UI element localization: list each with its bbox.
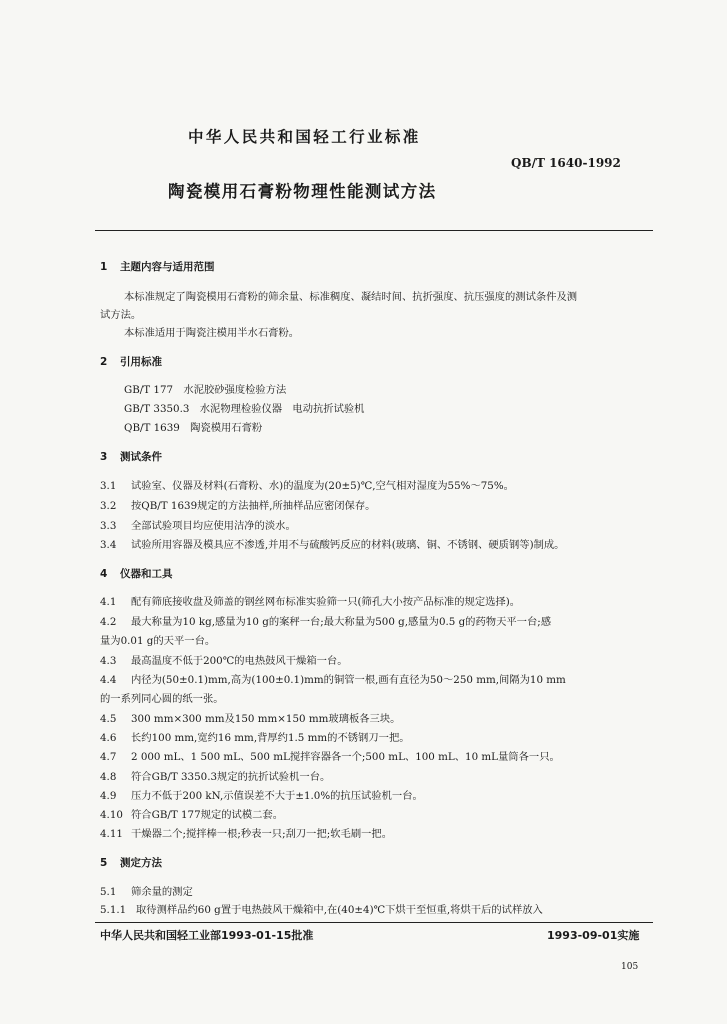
clause: [100, 825, 392, 840]
clause: [100, 787, 423, 802]
clause-text: 全部试验项目均应使用洁净的淡水。: [131, 520, 296, 532]
clause-text: 最高温度不低于200℃的电热鼓风干燥箱一台。: [131, 655, 348, 667]
clause: [100, 671, 566, 686]
clause: [100, 768, 330, 783]
clause-text: 300 mm×300 mm及150 mm×150 mm玻璃板各三块。: [131, 713, 401, 725]
section-heading: 4 仪器和工具: [100, 568, 173, 580]
clause-number: 4.6: [100, 732, 117, 744]
reference-code: GB/T 3350.3: [124, 403, 190, 415]
section-heading: 2 引用标准: [100, 356, 162, 368]
standard-code: QB/T 1640-1992: [511, 156, 621, 170]
clause-text: 最大称量为10 kg,感量为10 g的案秤一台;最大称量为500 g,感量为0.5 g的药物天平一台;感: [131, 616, 552, 628]
section-heading: 1 主题内容与适用范围: [100, 261, 215, 273]
clause-number: 4.2: [100, 616, 117, 628]
clause-text: 2 000 mL、1 500 mL、500 mL搅拌容器各一个;500 mL、100 mL、10 mL量筒各一只。: [131, 751, 560, 763]
clause-text: 长约100 mm,宽约16 mm,背厚约1.5 mm的不锈钢刀一把。: [131, 732, 410, 744]
clause: [100, 883, 193, 898]
clause-text: 配有筛底接收盘及筛盖的钢丝网布标准实验筛一只(筛孔大小按产品标准的规定选择)。: [131, 596, 521, 608]
footer-divider: [95, 922, 653, 923]
paragraph-line: 本标准适用于陶瓷注模用半水石膏粉。: [124, 327, 300, 339]
clause: [100, 901, 543, 916]
clause: [100, 652, 348, 667]
issuing-body-title: 中华人民共和国轻工行业标准: [188, 128, 421, 146]
clause: [100, 536, 564, 551]
document-title: 陶瓷模用石膏粉物理性能测试方法: [168, 182, 437, 201]
clause-text: 按QB/T 1639规定的方法抽样,所抽样品应密闭保存。: [131, 500, 376, 512]
clause: [100, 729, 410, 744]
clause-number: 4.10: [100, 809, 123, 821]
clause: [100, 593, 520, 608]
paragraph-line: 本标准规定了陶瓷模用石膏粉的筛余量、标准稠度、凝结时间、抗折强度、抗压强度的测试条件及测: [124, 291, 578, 303]
clause-number: 5.1: [100, 886, 117, 898]
clause-number: 4.3: [100, 655, 117, 667]
clause-number: 3.2: [100, 500, 117, 512]
clause-text: 试验室、仪器及材料(石膏粉、水)的温度为(20±5)℃,空气相对湿度为55%～75%。: [131, 480, 514, 492]
reference-item: [124, 381, 286, 396]
clause-continuation: 量为0.01 g的天平一台。: [100, 635, 216, 647]
reference-name: 陶瓷模用石膏粉: [190, 422, 263, 434]
clause-number: 4.5: [100, 713, 117, 725]
clause-number: 4.4: [100, 674, 117, 686]
reference-code: QB/T 1639: [124, 422, 180, 434]
reference-name: 水泥胶砂强度检验方法: [183, 384, 287, 396]
clause-text: 符合GB/T 177规定的试模二套。: [131, 809, 284, 821]
clause: [100, 517, 296, 532]
header-divider: [95, 230, 653, 231]
section-heading: 3 测试条件: [100, 451, 162, 463]
reference-item: [124, 419, 262, 434]
clause-number: 4.8: [100, 771, 117, 783]
clause-number: 4.1: [100, 596, 117, 608]
clause-text: 试验所用容器及模具应不渗透,并用不与硫酸钙反应的材料(玻璃、铜、不锈钢、硬质钢等)制成。: [131, 539, 565, 551]
reference-code: GB/T 177: [124, 384, 174, 396]
clause-number: 4.9: [100, 790, 117, 802]
clause: [100, 613, 551, 628]
clause-number: 3.4: [100, 539, 117, 551]
clause: [100, 748, 560, 763]
clause-text: 筛余量的测定: [131, 886, 193, 898]
section-heading: 5 测定方法: [100, 857, 162, 869]
approval-statement: 中华人民共和国轻工业部1993-01-15批准: [100, 929, 314, 942]
clause-text: 压力不低于200 kN,示值误差不大于±1.0%的抗压试验机一台。: [131, 790, 423, 802]
clause: [100, 497, 375, 512]
paragraph-line: 试方法。: [100, 309, 142, 321]
clause-number: 4.7: [100, 751, 117, 763]
clause-text: 符合GB/T 3350.3规定的抗折试验机一台。: [131, 771, 331, 783]
clause-number: 3.1: [100, 480, 117, 492]
clause-text: 内径为(50±0.1)mm,高为(100±0.1)mm的铜管一根,画有直径为50～250 mm,间隔为10 mm: [131, 674, 566, 686]
clause-text: 取待测样品约60 g置于电热鼓风干燥箱中,在(40±4)℃下烘干至恒重,将烘干后的试样放入: [136, 904, 543, 916]
clause-text: 干燥器二个;搅拌棒一根;秒表一只;刮刀一把;软毛刷一把。: [131, 828, 393, 840]
reference-name: 水泥物理检验仪器 电动抗折试验机: [199, 403, 365, 415]
effective-date: 1993-09-01实施: [547, 929, 640, 942]
clause-continuation: 的一系列同心圆的纸一张。: [100, 693, 224, 705]
reference-item: [124, 400, 364, 415]
clause: [100, 710, 400, 725]
clause: [100, 477, 514, 492]
clause-number: 4.11: [100, 828, 123, 840]
clause-number: 5.1.1: [100, 904, 127, 916]
clause: [100, 806, 283, 821]
page-number: 105: [621, 962, 639, 972]
clause-number: 3.3: [100, 520, 117, 532]
